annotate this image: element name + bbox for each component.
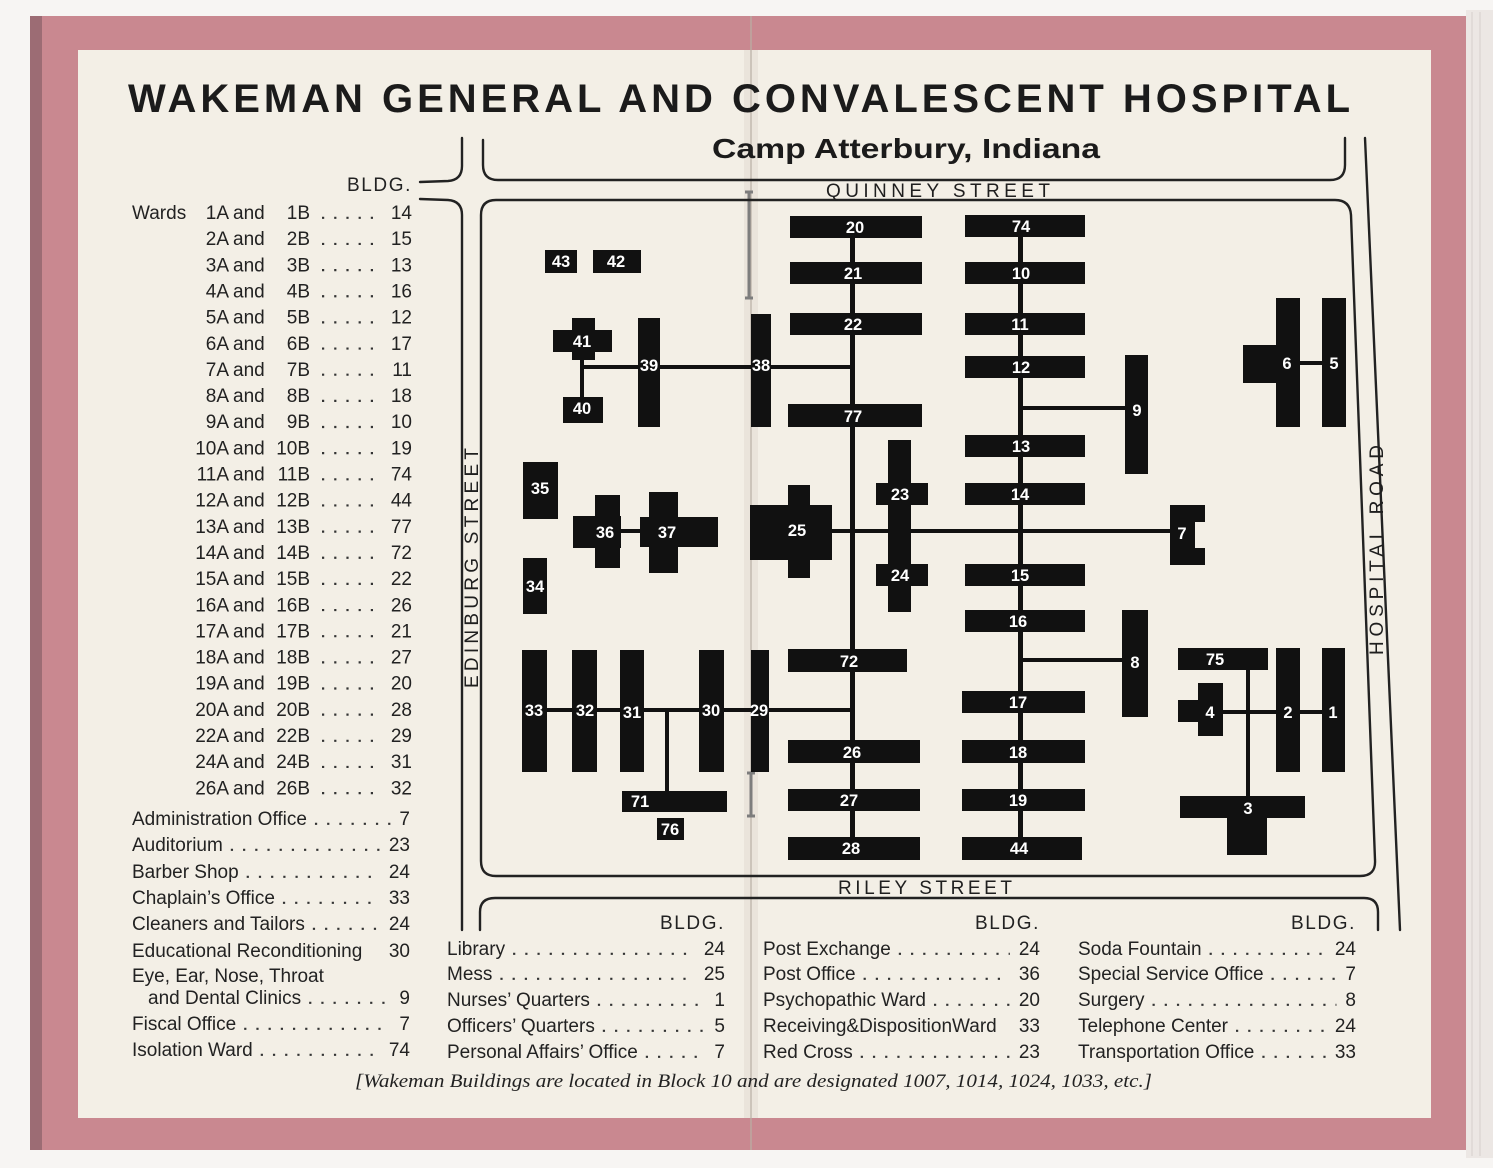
ward-second: 5B	[286, 307, 310, 329]
ward-second: 2B	[286, 229, 310, 251]
building-number: 32	[390, 778, 412, 800]
directory-label: Post Exchange	[763, 939, 891, 960]
ward-first: 14A	[195, 542, 229, 564]
building-label: 40	[572, 400, 592, 418]
ward-joiner: and	[233, 569, 265, 591]
directory-label: and Dental Clinics	[148, 988, 302, 1009]
page-title: WAKEMAN GENERAL AND CONVALESCENT HOSPITAL	[128, 77, 1350, 121]
ward-first: 6A	[205, 333, 229, 355]
building-label: 18	[1008, 744, 1028, 762]
directory-label: Mess	[447, 964, 493, 985]
building-number: 23	[388, 835, 410, 856]
ward-first: 19A	[195, 673, 229, 695]
building-footprint	[1170, 548, 1205, 565]
building-label: 26	[842, 744, 862, 762]
building-label: 6	[1282, 355, 1292, 373]
building-number: 28	[390, 699, 412, 721]
ward-joiner: and	[233, 412, 265, 434]
ward-joiner: and	[233, 386, 265, 408]
building-number: 15	[390, 229, 412, 251]
building-number: 17	[390, 333, 412, 355]
building-32	[572, 650, 597, 772]
building-number: 33	[1334, 1042, 1356, 1063]
building-label: 34	[525, 578, 545, 596]
directory-label: Fiscal Office	[132, 1014, 237, 1035]
building-label: 27	[839, 792, 859, 810]
ward-second: 7B	[286, 359, 310, 381]
ward-joiner: and	[233, 647, 265, 669]
building-24	[876, 564, 928, 586]
ward-joiner: and	[233, 255, 265, 277]
building-29	[750, 650, 769, 772]
ward-first: 10A	[195, 438, 229, 460]
ward-first: 3A	[205, 255, 229, 277]
building-label: 5	[1329, 355, 1339, 373]
building-number: 77	[390, 516, 412, 538]
ward-second: 16B	[276, 595, 310, 617]
building-number: 33	[388, 888, 410, 909]
ward-first: 12A	[195, 490, 229, 512]
directory-label: Educational Reconditioning	[132, 941, 363, 962]
directory-label: Nurses’ Quarters	[447, 990, 590, 1011]
bldg-column-header: BLDG.	[346, 175, 412, 196]
building-34	[523, 558, 547, 614]
building-39	[638, 318, 660, 427]
building-12	[965, 356, 1085, 378]
ward-first: 18A	[195, 647, 229, 669]
building-label: 77	[843, 408, 863, 426]
building-26	[788, 740, 920, 763]
ward-second: 17B	[276, 621, 310, 643]
building-number: 12	[390, 307, 412, 329]
building-17	[962, 691, 1085, 713]
ward-joiner: and	[233, 307, 265, 329]
building-22	[790, 313, 922, 335]
ward-second: 19B	[276, 673, 310, 695]
building-15	[965, 564, 1085, 586]
building-label: 4	[1205, 704, 1215, 722]
ward-joiner: and	[233, 778, 265, 800]
ward-joiner: and	[233, 621, 265, 643]
building-number: 24	[388, 914, 410, 935]
building-number: 31	[390, 752, 412, 774]
building-label: 43	[551, 253, 571, 271]
ward-joiner: and	[233, 726, 265, 747]
ward-joiner: and	[233, 490, 265, 512]
building-number: 7	[399, 809, 410, 830]
ward-joiner: and	[233, 542, 265, 564]
building-number: 19	[390, 438, 412, 460]
ward-first: 15A	[195, 569, 229, 591]
building-label: 14	[1010, 486, 1030, 504]
building-number: 24	[388, 862, 410, 883]
building-number: 8	[1345, 990, 1356, 1011]
directory-label: Isolation Ward	[132, 1040, 253, 1061]
building-number: 30	[388, 941, 410, 962]
building-label: 36	[595, 524, 615, 542]
building-number: 16	[390, 281, 412, 303]
building-number: 5	[714, 1016, 725, 1037]
page-subtitle: Camp Atterbury, Indiana	[712, 133, 1101, 164]
building-label: 3	[1243, 800, 1253, 818]
ward-second: 22B	[276, 726, 310, 747]
ward-second: 4B	[286, 281, 310, 303]
building-number: 7	[399, 1014, 410, 1035]
building-label: 74	[1011, 218, 1031, 236]
ward-second: 3B	[286, 255, 310, 277]
ward-second: 13B	[276, 516, 310, 538]
directory-label: Administration Office	[132, 809, 307, 830]
building-11	[965, 313, 1085, 335]
directory-label: Cleaners and Tailors	[132, 914, 305, 935]
building-38	[751, 314, 771, 427]
ward-second: 18B	[276, 647, 310, 669]
ward-first: 4A	[205, 281, 229, 303]
directory-label: Library	[447, 939, 506, 960]
building-label: 37	[657, 524, 677, 542]
building-label: 20	[845, 219, 865, 237]
building-number: 72	[390, 542, 412, 564]
building-label: 24	[890, 567, 910, 585]
building-16	[965, 610, 1085, 632]
ward-first: 24A	[195, 752, 229, 774]
building-number: 74	[390, 464, 412, 486]
ward-joiner: and	[233, 752, 265, 774]
building-number: 24	[1334, 939, 1356, 960]
building-10	[965, 262, 1085, 284]
connecting-corridor	[1246, 659, 1250, 808]
building-label: 17	[1008, 694, 1028, 712]
footer-note: [Wakeman Buildings are located in Block 10 and are designated 1007, 1014, 1024, 1033, etc.]	[355, 1071, 1152, 1092]
building-number: 9	[399, 988, 410, 1009]
ward-first: 1A	[205, 203, 229, 224]
building-71	[622, 791, 727, 812]
building-label: 2	[1283, 704, 1293, 722]
building-label: 23	[890, 486, 910, 504]
building-label: 28	[841, 840, 861, 858]
building-number: 11	[392, 359, 412, 381]
building-label: 7	[1177, 525, 1187, 543]
building-label: 15	[1010, 567, 1030, 585]
ward-first: 22A	[195, 726, 229, 747]
cover-edge	[30, 16, 42, 1150]
ward-second: 14B	[276, 542, 310, 564]
building-label: 29	[749, 702, 769, 720]
directory-label: Post Office	[763, 964, 856, 985]
ward-first: 17A	[195, 621, 229, 643]
building-40	[563, 397, 603, 423]
connecting-corridor	[888, 440, 911, 612]
building-13	[965, 435, 1085, 457]
street-label-north: QUINNEY STREET	[826, 181, 1050, 202]
building-31	[620, 650, 644, 772]
ward-joiner: and	[233, 438, 265, 460]
ward-first: 7A	[205, 359, 229, 381]
building-label: 38	[751, 357, 771, 375]
building-number: 44	[390, 490, 412, 512]
building-label: 39	[639, 357, 659, 375]
building-33	[522, 650, 547, 772]
directory-label: Transportation Office	[1078, 1042, 1255, 1063]
building-label: 41	[572, 333, 592, 351]
building-72	[788, 649, 907, 672]
building-label: 13	[1011, 438, 1031, 456]
building-number: 24	[1334, 1016, 1356, 1037]
building-footprint	[1178, 700, 1200, 722]
ward-first: 5A	[205, 307, 229, 329]
connecting-corridor	[1020, 406, 1125, 410]
ward-second: 11B	[277, 464, 310, 486]
ward-second: 15B	[276, 569, 310, 591]
directory-label: Psychopathic Ward	[763, 990, 926, 1011]
street-label-west: EDINBURG STREET	[462, 448, 483, 688]
building-number: 18	[390, 386, 412, 408]
ward-joiner: and	[233, 699, 265, 721]
bldg-column-header: BLDG.	[1290, 913, 1356, 934]
ward-joiner: and	[233, 359, 265, 381]
building-5	[1322, 298, 1346, 427]
building-label: 9	[1132, 402, 1142, 420]
building-2	[1276, 648, 1300, 772]
building-number: 25	[703, 964, 725, 985]
building-label: 25	[787, 522, 807, 540]
ward-joiner: and	[233, 203, 265, 224]
ward-first: 20A	[195, 699, 229, 721]
building-19	[962, 789, 1085, 811]
ward-first: 26A	[195, 778, 229, 800]
directory-label: Telephone Center	[1078, 1016, 1228, 1037]
building-76	[657, 818, 684, 840]
ward-second: 26B	[276, 778, 310, 800]
ward-joiner: and	[233, 281, 265, 303]
building-number: 22	[390, 569, 412, 591]
directory-label: Receiving&DispositionWard	[763, 1016, 997, 1037]
building-27	[788, 789, 920, 811]
building-14	[965, 483, 1085, 505]
ward-joiner: and	[233, 333, 265, 355]
building-number: 24	[1018, 939, 1040, 960]
building-number: 13	[390, 255, 412, 277]
ward-second: 9B	[286, 412, 310, 434]
ward-first: 13A	[195, 516, 229, 538]
building-number: 10	[390, 412, 412, 434]
ward-joiner: and	[233, 464, 265, 486]
directory-label: Soda Fountain	[1078, 939, 1202, 960]
ward-second: 10B	[276, 438, 310, 460]
building-label: 30	[701, 702, 721, 720]
directory-label: Surgery	[1078, 990, 1145, 1011]
building-label: 72	[839, 653, 859, 671]
building-label: 75	[1205, 651, 1225, 669]
building-number: 29	[390, 726, 412, 747]
building-footprint	[1243, 345, 1276, 383]
ward-first: 16A	[195, 595, 229, 617]
building-number: 14	[390, 203, 412, 224]
ward-joiner: and	[233, 673, 265, 695]
ward-second: 24B	[276, 752, 310, 774]
building-label: 31	[622, 704, 642, 722]
directory-label: Barber Shop	[132, 862, 239, 883]
building-footprint	[640, 517, 718, 547]
ward-second: 6B	[286, 333, 310, 355]
building-label: 35	[530, 480, 550, 498]
building-75	[1178, 648, 1268, 670]
building-9	[1125, 355, 1148, 474]
building-35	[523, 462, 558, 519]
street-label-east: HOSPITAL ROAD	[1367, 445, 1388, 655]
building-number: 27	[390, 647, 412, 669]
building-44	[962, 837, 1082, 860]
ward-first: 2A	[205, 229, 229, 251]
wards-heading: Wards	[132, 203, 187, 224]
building-74	[965, 215, 1085, 237]
building-number: 7	[714, 1042, 725, 1063]
connecting-corridor	[582, 365, 852, 369]
directory-label: Eye, Ear, Nose, Throat	[132, 966, 324, 987]
ward-first: 8A	[205, 386, 229, 408]
directory-label: Chaplain’s Office	[132, 888, 275, 909]
building-number: 33	[1018, 1016, 1040, 1037]
ward-first: 11A	[196, 464, 229, 486]
building-23	[876, 483, 928, 505]
building-43	[545, 250, 577, 273]
ward-second: 12B	[276, 490, 310, 512]
building-8	[1122, 610, 1148, 717]
building-label: 44	[1009, 840, 1029, 858]
building-footprint	[1227, 818, 1267, 855]
connecting-corridor	[1020, 658, 1122, 662]
bldg-column-header: BLDG.	[974, 913, 1040, 934]
building-label: 12	[1011, 359, 1031, 377]
building-42	[593, 250, 641, 273]
building-21	[790, 262, 922, 284]
bldg-column-header: BLDG.	[659, 913, 725, 934]
building-number: 20	[1018, 990, 1040, 1011]
directory-label: Personal Affairs’ Office	[447, 1042, 638, 1063]
building-number: 26	[390, 595, 412, 617]
street-label-south: RILEY STREET	[838, 878, 1012, 899]
building-number: 20	[390, 673, 412, 695]
building-label: 22	[843, 316, 863, 334]
building-number: 23	[1018, 1042, 1040, 1063]
building-label: 19	[1008, 792, 1028, 810]
building-number: 24	[703, 939, 725, 960]
ward-joiner: and	[233, 595, 265, 617]
building-label: 11	[1011, 316, 1029, 334]
directory-label: Red Cross	[763, 1042, 853, 1063]
building-28	[788, 837, 920, 860]
building-77	[788, 404, 922, 427]
directory-row	[132, 966, 325, 987]
building-30	[699, 650, 724, 772]
building-label: 33	[524, 702, 544, 720]
directory-label: Officers’ Quarters	[447, 1016, 595, 1037]
ward-second: 8B	[286, 386, 310, 408]
ward-second: 1B	[286, 203, 310, 224]
building-label: 42	[606, 253, 626, 271]
building-number: 7	[1345, 964, 1356, 985]
building-label: 16	[1008, 613, 1028, 631]
building-label: 21	[843, 265, 863, 283]
building-number: 1	[714, 990, 725, 1011]
directory-label: Auditorium	[132, 835, 223, 856]
building-18	[962, 740, 1085, 763]
ward-second: 20B	[276, 699, 310, 721]
building-label: 71	[630, 793, 650, 811]
building-20	[790, 216, 922, 238]
directory-label: Special Service Office	[1078, 964, 1264, 985]
connecting-corridor	[665, 710, 669, 800]
ward-joiner: and	[233, 229, 265, 251]
building-number: 21	[390, 621, 412, 643]
building-label: 1	[1328, 704, 1338, 722]
building-label: 10	[1011, 265, 1031, 283]
building-number: 74	[388, 1040, 410, 1061]
building-1	[1322, 648, 1345, 772]
building-label: 32	[575, 702, 595, 720]
ward-joiner: and	[233, 516, 265, 538]
building-label: 76	[660, 821, 680, 839]
building-label: 8	[1130, 654, 1140, 672]
building-number: 36	[1018, 964, 1040, 985]
ward-first: 9A	[205, 412, 229, 434]
